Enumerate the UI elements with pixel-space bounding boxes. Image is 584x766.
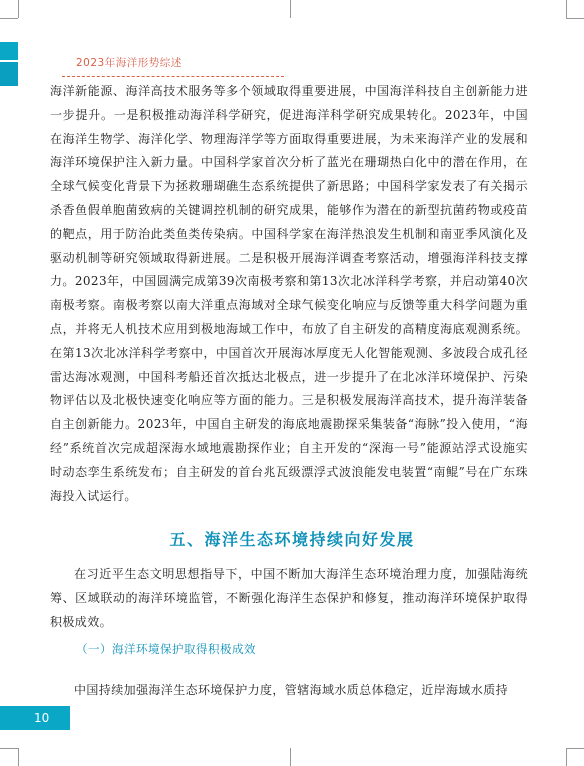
subsection-paragraph-start: 中国持续加强海洋生态环境保护力度，管辖海域水质总体稳定，近岸海域水质持 [74, 683, 509, 697]
running-header-title: 2023年海洋形势综述 [76, 57, 182, 69]
crop-mark [18, 0, 19, 18]
body-paragraph [50, 80, 528, 508]
header-divider [62, 76, 284, 77]
section-intro [50, 562, 528, 634]
section-intro-text: 在习近平生态文明思想指导下，中国不断加大海洋生态环境治理力度，加强陆海统筹、区域联动的海洋环境监管，不断强化海洋生态保护和修复，推动海洋环境保护取得积极成效。 [50, 567, 528, 629]
crop-mark [290, 748, 291, 766]
body-paragraph-text: 海洋新能源、海洋高技术服务等多个领域取得重要进展，中国海洋科技自主创新能力进一步提升。一是积极推动海洋科学研究，促进海洋科学研究成果转化。2023年，中国在海洋生物学、海洋化学、物理海洋学等方面取得重要进展，为未来海洋产业的发展和海洋环境保护注入新力量。中国科学家首次分析了蓝光在珊瑚热白化中的潜在作用，在全球气候变化背景下为拯救珊瑚礁生态系统提供了新思路；中国科学家发表了有关揭示杀香鱼假单胞菌致病的关键调控机制的研究成果，能够作为潜在的新型抗菌药物或疫苗的靶点，用于防治此类鱼类传染病。中国科学家在海洋热浪发生机制和南亚季风演化及驱动机制等研究领域取得新进展。二是积极开展海洋调查考察活动，增强海洋科技支撑力。2023年，中国圆满完成第39次南极考察和第13次北冰洋科学考察，并启动第40次南极考察。南极考察以南大洋重点海域对全球气候变化响应与反馈等重大科学问题为重点，并将无人机技术应用到极地海域工作中，布放了自主研发的高精度海底观测系统。在第13次北冰洋科学考察中，中国首次开展海冰厚度无人化智能观测、多波段合成孔径雷达海冰观测，中国科考船还首次抵达北极点，进一步提升了在北冰洋环境保护、污染物评估以及北极快速变化响应等方面的能力。三是积极发展海洋高技术，提升海洋装备自主创新能力。2023年，中国自主研发的海底地震勘探采集装备“海脉”投入使用，“海经”系统首次完成超深海水域地震勘探作业；自主开发的“深海一号”能源站浮式设施实时动态孪生系统发布；自主研发的首台兆瓦级漂浮式波浪能发电装置“南鲲”号在广东珠海投入试运行。 [50, 84, 528, 503]
crop-mark [566, 748, 567, 766]
subsection-heading: （一）海洋环境保护取得积极成效 [76, 642, 256, 656]
crop-mark [566, 18, 584, 19]
crop-mark [566, 748, 584, 749]
header-decoration-block [0, 42, 18, 60]
header-decoration-block [0, 62, 18, 86]
crop-mark [290, 0, 291, 18]
crop-mark [566, 0, 567, 18]
page-number: 10 [34, 711, 50, 725]
crop-mark [0, 748, 18, 749]
crop-mark [0, 18, 18, 19]
crop-mark [18, 748, 19, 766]
section-heading: 五、海洋生态环境持续向好发展 [169, 530, 415, 549]
